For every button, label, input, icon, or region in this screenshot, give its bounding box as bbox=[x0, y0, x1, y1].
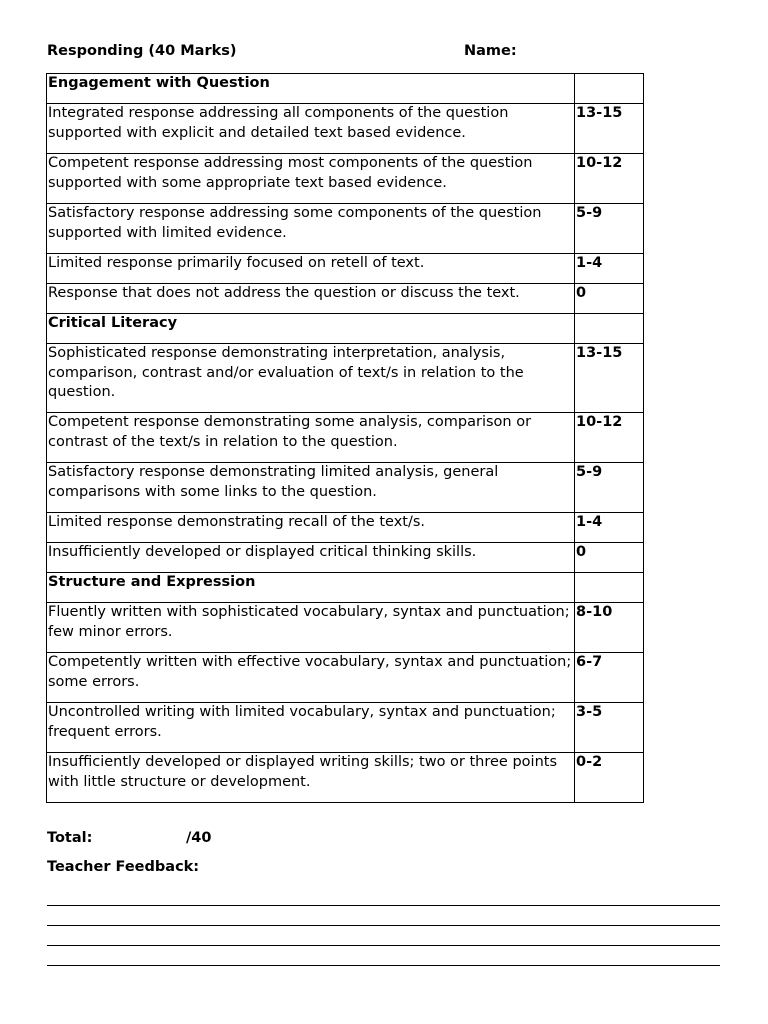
rubric-row bbox=[47, 254, 644, 284]
criterion-text: Limited response primarily focused on retell of text. bbox=[47, 254, 575, 284]
rubric-row bbox=[47, 463, 644, 513]
mark-range: 5-9 bbox=[575, 463, 644, 513]
mark-range bbox=[575, 573, 644, 603]
mark-range: 10-12 bbox=[575, 413, 644, 463]
rubric-row bbox=[47, 344, 644, 413]
rubric-row bbox=[47, 204, 644, 254]
mark-range: 5-9 bbox=[575, 204, 644, 254]
feedback-writing-line bbox=[47, 905, 720, 906]
criterion-text: Competent response demonstrating some analysis, comparison or contrast of the text/s in relation to the question. bbox=[47, 413, 575, 463]
rubric-row bbox=[47, 653, 644, 703]
mark-range: 8-10 bbox=[575, 603, 644, 653]
name-label: Name: bbox=[464, 43, 517, 59]
criterion-text: Competently written with effective vocabulary, syntax and punctuation; some errors. bbox=[47, 653, 575, 703]
rubric-row bbox=[47, 703, 644, 753]
mark-range: 13-15 bbox=[575, 104, 644, 154]
rubric-row bbox=[47, 104, 644, 154]
criterion-text: Uncontrolled writing with limited vocabulary, syntax and punctuation; frequent errors. bbox=[47, 703, 575, 753]
mark-range: 1-4 bbox=[575, 513, 644, 543]
total-out-of: /40 bbox=[186, 830, 212, 846]
feedback-writing-line bbox=[47, 945, 720, 946]
criterion-text: Satisfactory response addressing some components of the question supported with limited evidence. bbox=[47, 204, 575, 254]
feedback-writing-line bbox=[47, 925, 720, 926]
section-title: Structure and Expression bbox=[47, 573, 575, 603]
rubric-row bbox=[47, 603, 644, 653]
rubric-body bbox=[47, 74, 644, 803]
criterion-text: Competent response addressing most components of the question supported with some appropriate text based evidence. bbox=[47, 154, 575, 204]
feedback-writing-line bbox=[47, 965, 720, 966]
total-label: Total: bbox=[47, 830, 93, 846]
section-title: Engagement with Question bbox=[47, 74, 575, 104]
mark-range: 6-7 bbox=[575, 653, 644, 703]
criterion-text: Fluently written with sophisticated vocabulary, syntax and punctuation; few minor errors. bbox=[47, 603, 575, 653]
mark-range: 1-4 bbox=[575, 254, 644, 284]
mark-range: 0 bbox=[575, 284, 644, 314]
mark-range: 13-15 bbox=[575, 344, 644, 413]
rubric-table bbox=[46, 73, 644, 803]
mark-range: 0 bbox=[575, 543, 644, 573]
section-header-row bbox=[47, 314, 644, 344]
criterion-text: Satisfactory response demonstrating limited analysis, general comparisons with some links to the question. bbox=[47, 463, 575, 513]
criterion-text: Response that does not address the question or discuss the text. bbox=[47, 284, 575, 314]
mark-range: 3-5 bbox=[575, 703, 644, 753]
section-header-row bbox=[47, 74, 644, 104]
rubric-row bbox=[47, 154, 644, 204]
criterion-text: Integrated response addressing all components of the question supported with explicit and detailed text based evidence. bbox=[47, 104, 575, 154]
criterion-text: Sophisticated response demonstrating interpretation, analysis, comparison, contrast and/or evaluation of text/s in relation to the question. bbox=[47, 344, 575, 413]
rubric-row bbox=[47, 543, 644, 573]
section-title: Critical Literacy bbox=[47, 314, 575, 344]
page-title: Responding (40 Marks) bbox=[47, 43, 237, 59]
mark-range: 10-12 bbox=[575, 154, 644, 204]
mark-range bbox=[575, 314, 644, 344]
criterion-text: Insufficiently developed or displayed writing skills; two or three points with little structure or development. bbox=[47, 753, 575, 803]
rubric-row bbox=[47, 513, 644, 543]
mark-range: 0-2 bbox=[575, 753, 644, 803]
page-header bbox=[47, 43, 647, 59]
total-line bbox=[47, 830, 212, 846]
criterion-text: Limited response demonstrating recall of the text/s. bbox=[47, 513, 575, 543]
section-header-row bbox=[47, 573, 644, 603]
teacher-feedback-label: Teacher Feedback: bbox=[47, 859, 200, 875]
rubric-row bbox=[47, 284, 644, 314]
criterion-text: Insufficiently developed or displayed critical thinking skills. bbox=[47, 543, 575, 573]
mark-range bbox=[575, 74, 644, 104]
rubric-row bbox=[47, 753, 644, 803]
rubric-row bbox=[47, 413, 644, 463]
